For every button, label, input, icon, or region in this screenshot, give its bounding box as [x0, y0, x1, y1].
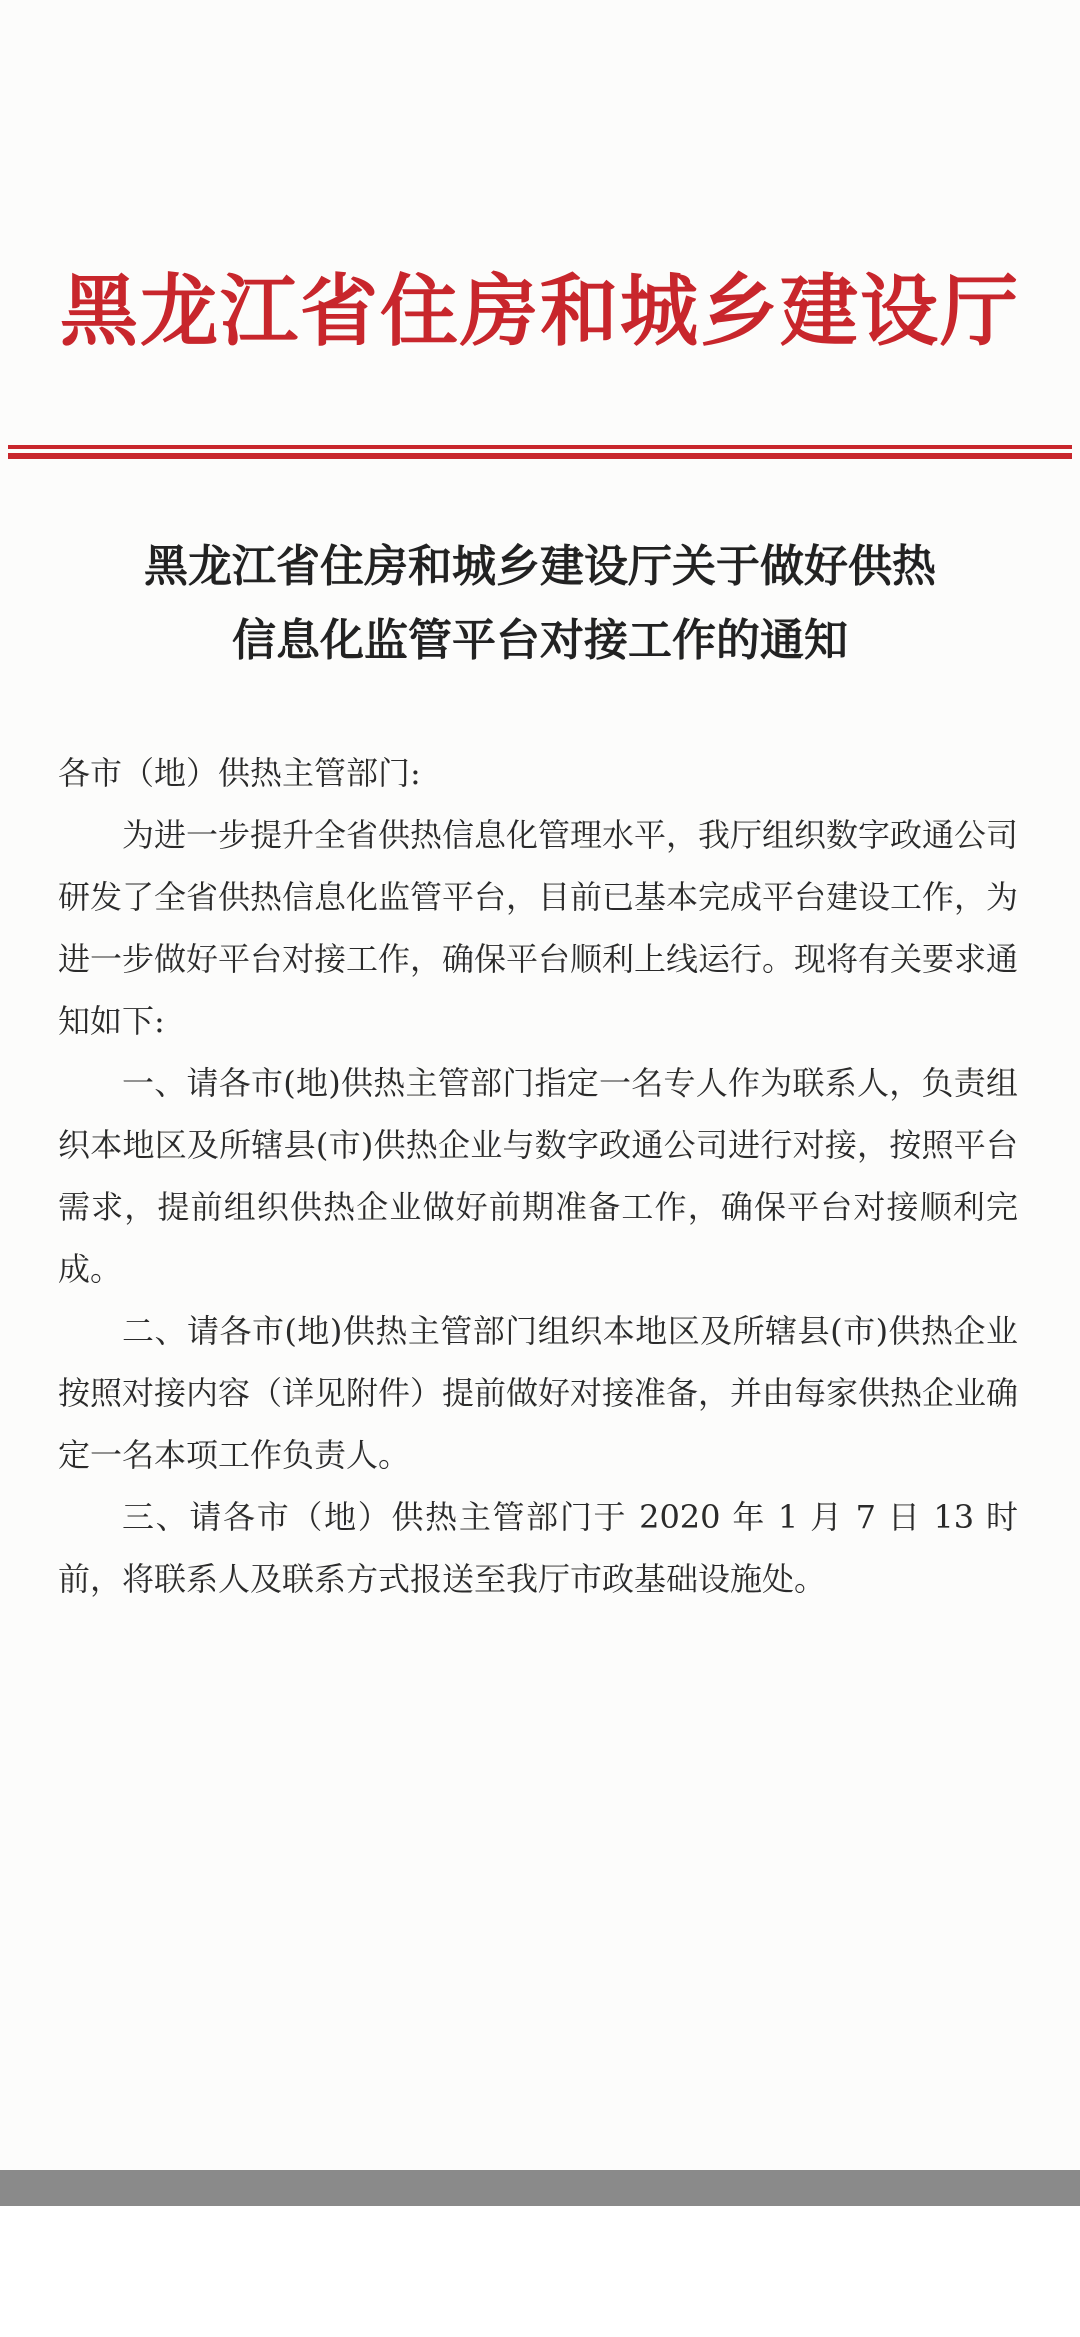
paragraph-intro: 为进一步提升全省供热信息化管理水平，我厅组织数字政通公司研发了全省供热信息化监管平台，目前已基本完成平台建设工作，为进一步做好平台对接工作，确保平台顺利上线运行。现将有关要求通知如下:	[58, 816, 1019, 1040]
notice-title	[0, 530, 1080, 678]
notice-body	[58, 742, 1018, 1610]
red-divider	[8, 445, 1072, 459]
bottom-scroll-bar	[0, 2170, 1080, 2206]
salutation: 各市（地）供热主管部门:	[58, 754, 421, 792]
paragraph-item-2: 二、请各市(地)供热主管部门组织本地区及所辖县(市)供热企业按照对接内容（详见附件）提前做好对接准备，并由每家供热企业确定一名本项工作负责人。	[58, 1312, 1019, 1474]
masthead-title: 黑龙江省住房和城乡建设厅	[59, 266, 1020, 357]
bottom-blank-area	[0, 2206, 1080, 2337]
paragraph-item-3: 三、请各市（地）供热主管部门于 2020 年 1 月 7 日 13 时前，将联系人及联系方式报送至我厅市政基础设施处。	[58, 1498, 1018, 1598]
title-line-1: 黑龙江省住房和城乡建设厅关于做好供热	[144, 541, 936, 592]
paragraph-item-1: 一、请各市(地)供热主管部门指定一名专人作为联系人，负责组织本地区及所辖县(市)供热企业与数字政通公司进行对接，按照平台需求，提前组织供热企业做好前期准备工作，确保平台对接顺利完成。	[58, 1064, 1018, 1288]
title-line-2: 信息化监管平台对接工作的通知	[232, 615, 848, 666]
